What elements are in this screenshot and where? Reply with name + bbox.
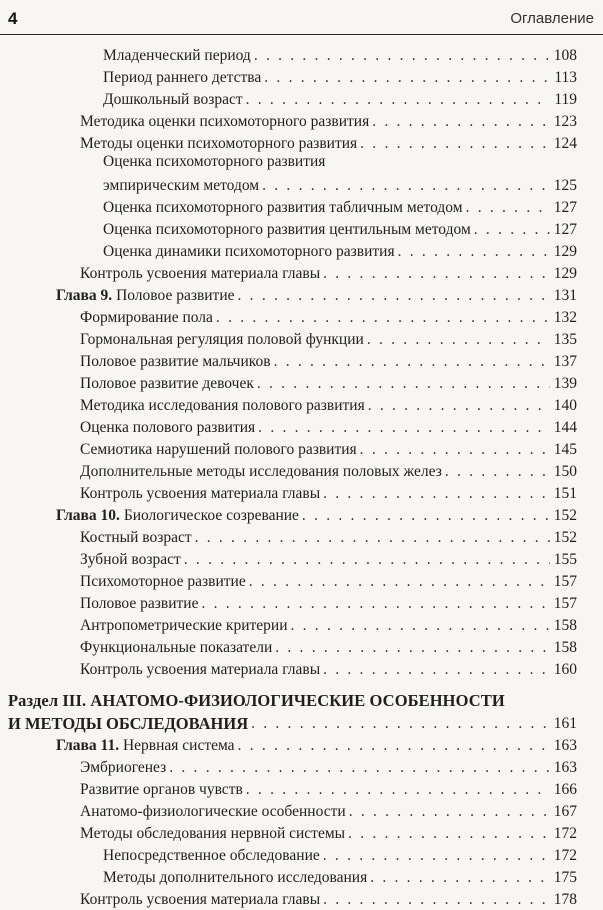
- toc-entry[interactable]: Методика исследования полового развития . . . 140: [80, 394, 577, 416]
- toc-entry[interactable]: Методы дополнительного исследования . . . 175: [103, 866, 577, 888]
- running-title: Оглавление: [510, 10, 594, 27]
- toc-page-number: 145: [553, 441, 577, 458]
- toc-entry[interactable]: Оценка динамики психомоторного развития . . . 129: [103, 240, 577, 262]
- chapter-label: Глава 9.: [56, 287, 113, 304]
- toc-page-number: 151: [553, 485, 577, 502]
- toc-section-entry[interactable]: И МЕТОДЫ ОБСЛЕДОВАНИЯ . . . 161: [8, 712, 577, 734]
- chapter-label: Глава 10.: [56, 507, 120, 524]
- toc-chapter-entry[interactable]: Глава 10. Биологическое созревание . . . 152: [56, 504, 577, 526]
- toc-entry[interactable]: Функциональные показатели . . . 158: [80, 636, 577, 658]
- toc-page-number: 152: [553, 529, 577, 546]
- toc-entry[interactable]: Семиотика нарушений полового развития . . . 145: [80, 438, 577, 460]
- toc-entry[interactable]: Костный возраст . . . 152: [80, 526, 577, 548]
- toc-page-number: 132: [553, 309, 577, 326]
- section-title[interactable]: Раздел III. АНАТОМО-ФИЗИОЛОГИЧЕСКИЕ ОСОБЕННОСТИ: [8, 691, 505, 710]
- toc-entry[interactable]: Период раннего детства . . . 113: [103, 66, 577, 88]
- toc-entry[interactable]: Оценка полового развития . . . 144: [80, 416, 577, 438]
- toc-entry[interactable]: Контроль усвоения материала главы . . . 178: [80, 888, 577, 910]
- page-number: 4: [8, 9, 18, 28]
- running-header: [0, 0, 603, 35]
- toc-page-number: 131: [553, 287, 577, 304]
- toc-page-number: 172: [553, 825, 577, 842]
- toc-entry[interactable]: Контроль усвоения материала главы . . . 160: [80, 658, 577, 680]
- toc-page-number: 161: [553, 715, 577, 732]
- toc-page-number: 127: [553, 199, 577, 216]
- toc-page-number: 150: [553, 463, 577, 480]
- toc-entry[interactable]: Дополнительные методы исследования половых желез . . . 150: [80, 460, 577, 482]
- toc-entry[interactable]: Половое развитие девочек . . . 139: [80, 372, 577, 394]
- toc-page-number: 135: [553, 331, 577, 348]
- toc-entry[interactable]: Антропометрические критерии . . . 158: [80, 614, 577, 636]
- toc-entry[interactable]: эмпирическим методом . . . 125: [103, 174, 577, 196]
- toc-entry[interactable]: Половое развитие мальчиков . . . 137: [80, 350, 577, 372]
- toc-entry[interactable]: Дошкольный возраст . . . 119: [103, 88, 577, 110]
- toc-page-number: 155: [553, 551, 577, 568]
- toc-page-number: 163: [553, 737, 577, 754]
- toc-page-number: 157: [553, 573, 577, 590]
- toc-entry[interactable]: Анатомо-физиологические особенности . . . 167: [80, 800, 577, 822]
- toc-page-number: 144: [553, 419, 577, 436]
- toc-page-number: 167: [553, 803, 577, 820]
- toc-page-number: 127: [553, 221, 577, 238]
- toc-page-number: 125: [553, 177, 577, 194]
- toc-entry[interactable]: Методы оценки психомоторного развития . . . 124: [80, 132, 577, 154]
- toc-page-number: 119: [554, 91, 577, 108]
- toc-page-number: 158: [553, 639, 577, 656]
- toc-chapter-entry[interactable]: Глава 9. Половое развитие . . . 131: [56, 284, 577, 306]
- toc-page-number: 172: [553, 847, 577, 864]
- toc-entry[interactable]: Непосредственное обследование . . . 172: [103, 844, 577, 866]
- toc-page-number: 158: [553, 617, 577, 634]
- toc-entry-line[interactable]: Оценка психомоторного развития: [103, 153, 326, 170]
- toc-entry[interactable]: Половое развитие . . . 157: [80, 592, 577, 614]
- toc-entry[interactable]: Оценка психомоторного развития центильным методом . . . 127: [103, 218, 577, 240]
- chapter-label: Глава 11.: [56, 737, 120, 754]
- toc-page-number: 123: [553, 113, 577, 130]
- toc-page-number: 157: [553, 595, 577, 612]
- toc-entry[interactable]: Младенческий период . . . 108: [103, 44, 577, 66]
- toc-entry[interactable]: Гормональная регуляция половой функции . . . 135: [80, 328, 577, 350]
- toc-page-number: 124: [553, 135, 577, 152]
- toc-page-number: 108: [553, 47, 577, 64]
- toc-page-number: 163: [553, 759, 577, 776]
- toc-entry[interactable]: Контроль усвоения материала главы . . . 129: [80, 262, 577, 284]
- toc-page-number: 113: [554, 69, 577, 86]
- toc-entry[interactable]: Зубной возраст . . . 155: [80, 548, 577, 570]
- toc-entry[interactable]: Методы обследования нервной системы . . . 172: [80, 822, 577, 844]
- toc-page-number: 129: [553, 265, 577, 282]
- toc-entry[interactable]: Контроль усвоения материала главы . . . 151: [80, 482, 577, 504]
- toc-entry[interactable]: Методика оценки психомоторного развития . . . 123: [80, 110, 577, 132]
- toc-page-number: 160: [553, 661, 577, 678]
- toc-entry[interactable]: Психомоторное развитие . . . 157: [80, 570, 577, 592]
- toc-page-number: 178: [553, 891, 577, 908]
- toc-page-number: 140: [553, 397, 577, 414]
- toc-page-number: 152: [553, 507, 577, 524]
- toc-entry[interactable]: Оценка психомоторного развития табличным методом . . . 127: [103, 196, 577, 218]
- toc-chapter-entry[interactable]: Глава 11. Нервная система . . . 163: [56, 734, 577, 756]
- toc-entry[interactable]: Формирование пола . . . 132: [80, 306, 577, 328]
- toc-page-number: 139: [553, 375, 577, 392]
- toc-entry[interactable]: Эмбриогенез . . . 163: [80, 756, 577, 778]
- toc-entry[interactable]: Развитие органов чувств . . . 166: [80, 778, 577, 800]
- toc-page-number: 129: [553, 243, 577, 260]
- toc-page-number: 137: [553, 353, 577, 370]
- toc-page-number: 175: [553, 869, 577, 886]
- toc-page-number: 166: [553, 781, 577, 798]
